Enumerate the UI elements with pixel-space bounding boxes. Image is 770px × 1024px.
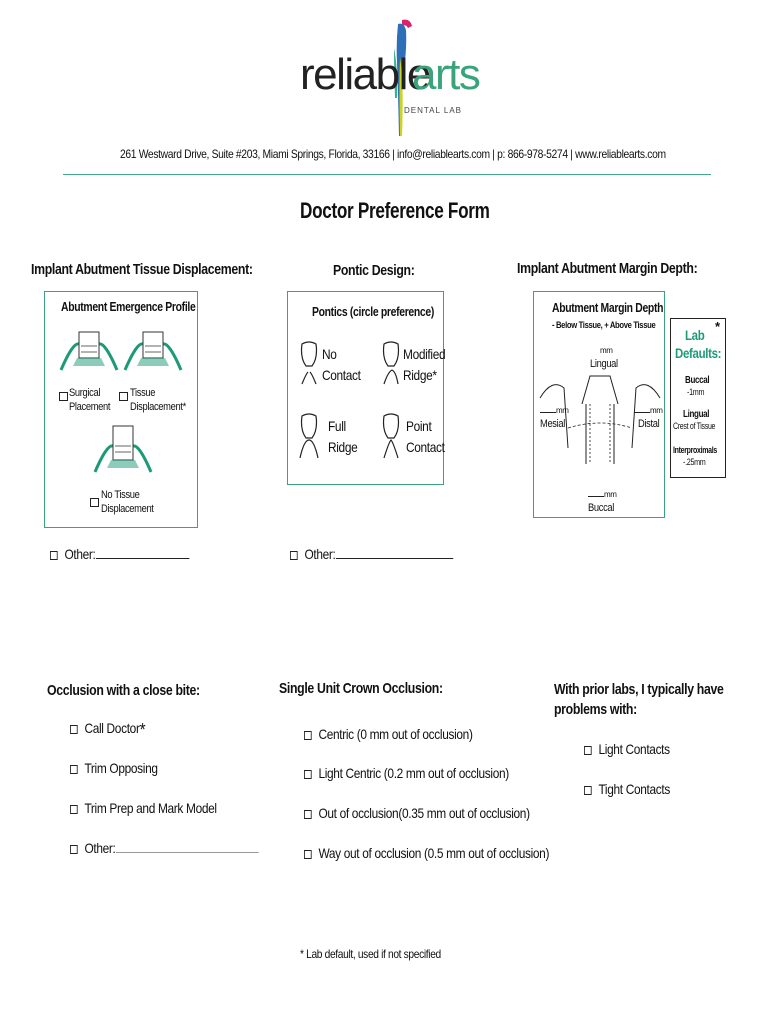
lab-defaults-title-2: Defaults: — [675, 345, 722, 361]
header-divider — [63, 174, 711, 175]
footnote: * Lab default, used if not specified — [300, 947, 441, 961]
option-tissue-displacement: Tissue Displacement* — [130, 387, 186, 413]
lab-interproximals-value: -.25mm — [683, 457, 706, 467]
pontic-heading: Pontic Design: — [333, 262, 415, 279]
abutment-surgical-icon — [59, 322, 119, 374]
occlusion-heading: Occlusion with a close bite: — [47, 682, 200, 699]
checkbox[interactable] — [304, 850, 312, 859]
margin-box — [533, 291, 665, 518]
option-surgical-placement: Surgical Placement — [69, 387, 111, 413]
tissue-other-checkbox[interactable] — [50, 551, 58, 560]
logo-word-reliable: reliable — [300, 50, 430, 99]
prior-light-contacts[interactable]: Light Contacts — [584, 741, 670, 757]
checkbox[interactable] — [304, 770, 312, 779]
tooth-full-ridge-icon — [298, 412, 320, 460]
tooth-no-contact-icon — [298, 340, 320, 388]
lingual-label: Lingual — [590, 358, 618, 370]
abutment-displacement-icon — [123, 322, 183, 374]
lab-lingual-value: Crest of Tissue — [673, 421, 716, 431]
distal-label: Distal — [638, 418, 660, 430]
crown-light-centric[interactable]: Light Centric (0.2 mm out of occlusion) — [304, 765, 509, 781]
tooth-modified-ridge-icon — [380, 340, 402, 388]
occlusion-other[interactable]: Other: — [70, 840, 258, 856]
lab-interproximals-label: Interproximals — [673, 445, 718, 455]
pontic-full-ridge[interactable]: Full Ridge — [328, 418, 358, 455]
pontic-other-checkbox[interactable] — [290, 551, 298, 560]
address-line: 261 Westward Drive, Suite #203, Miami Springs, Florida, 33166 | info@reliablearts.com | p: 866-978-5274 | www.reliablearts.com — [120, 147, 666, 161]
occlusion-call-doctor[interactable]: Call Doctor* — [70, 720, 145, 741]
tissue-box — [44, 291, 198, 528]
checkbox[interactable] — [70, 845, 78, 854]
pontic-no-contact[interactable]: No Contact — [322, 346, 361, 383]
pontic-modified-ridge[interactable]: Modified Ridge* — [403, 346, 446, 383]
lab-defaults-star: * — [715, 319, 721, 334]
option-no-tissue-displacement: No Tissue Displacement — [101, 489, 154, 515]
pontic-box-title: Pontics (circle preference) — [312, 304, 434, 319]
tissue-box-title: Abutment Emergence Profile — [61, 299, 196, 314]
lingual-mm: mm — [600, 346, 613, 355]
crown-centric[interactable]: Centric (0 mm out of occlusion) — [304, 726, 473, 742]
tooth-point-contact-icon — [380, 412, 402, 460]
page-title: Doctor Preference Form — [300, 198, 490, 223]
distal-mm: mm — [634, 406, 663, 415]
crown-out-of-occlusion[interactable]: Out of occlusion(0.35 mm out of occlusion) — [304, 805, 530, 821]
margin-box-title: Abutment Margin Depth — [552, 300, 664, 315]
occlusion-trim-prep[interactable]: Trim Prep and Mark Model — [70, 800, 217, 816]
lab-buccal-value: -1mm — [687, 387, 705, 397]
margin-box-subtitle: - Below Tissue, + Above Tissue — [552, 320, 656, 330]
logo-subtitle: DENTAL LAB — [404, 106, 463, 115]
lab-defaults-title-1: Lab — [685, 327, 705, 343]
tissue-heading: Implant Abutment Tissue Displacement: — [31, 261, 253, 278]
pontic-other[interactable]: Other: — [290, 546, 453, 562]
checkbox[interactable] — [70, 765, 78, 774]
logo — [300, 18, 480, 138]
tissue-other[interactable]: Other: — [50, 546, 189, 562]
checkbox[interactable] — [584, 786, 592, 795]
mesial-mm: mm — [540, 406, 569, 415]
pontic-box — [287, 291, 444, 485]
checkbox[interactable] — [584, 746, 592, 755]
occlusion-trim-opposing[interactable]: Trim Opposing — [70, 760, 158, 776]
checkbox-no-tissue-displacement[interactable] — [90, 498, 99, 507]
checkbox-surgical-placement[interactable] — [59, 392, 68, 401]
checkbox-tissue-displacement[interactable] — [119, 392, 128, 401]
abutment-no-displacement-icon — [93, 416, 153, 476]
lab-buccal-label: Buccal — [685, 375, 710, 386]
crown-way-out[interactable]: Way out of occlusion (0.5 mm out of occlusion) — [304, 845, 549, 861]
buccal-label: Buccal — [588, 502, 615, 514]
prior-heading: With prior labs, I typically have problems with: — [554, 681, 724, 718]
lab-lingual-label: Lingual — [683, 409, 710, 420]
checkbox[interactable] — [70, 805, 78, 814]
prior-tight-contacts[interactable]: Tight Contacts — [584, 781, 670, 797]
margin-heading: Implant Abutment Margin Depth: — [517, 260, 698, 277]
buccal-mm: mm — [588, 490, 617, 499]
pontic-point-contact[interactable]: Point Contact — [406, 418, 445, 455]
checkbox[interactable] — [304, 810, 312, 819]
checkbox[interactable] — [70, 725, 78, 734]
crown-heading: Single Unit Crown Occlusion: — [279, 680, 443, 697]
mesial-label: Mesial — [540, 418, 565, 430]
lab-defaults-box — [670, 318, 726, 478]
checkbox[interactable] — [304, 731, 312, 740]
logo-word-arts: arts — [412, 50, 480, 99]
